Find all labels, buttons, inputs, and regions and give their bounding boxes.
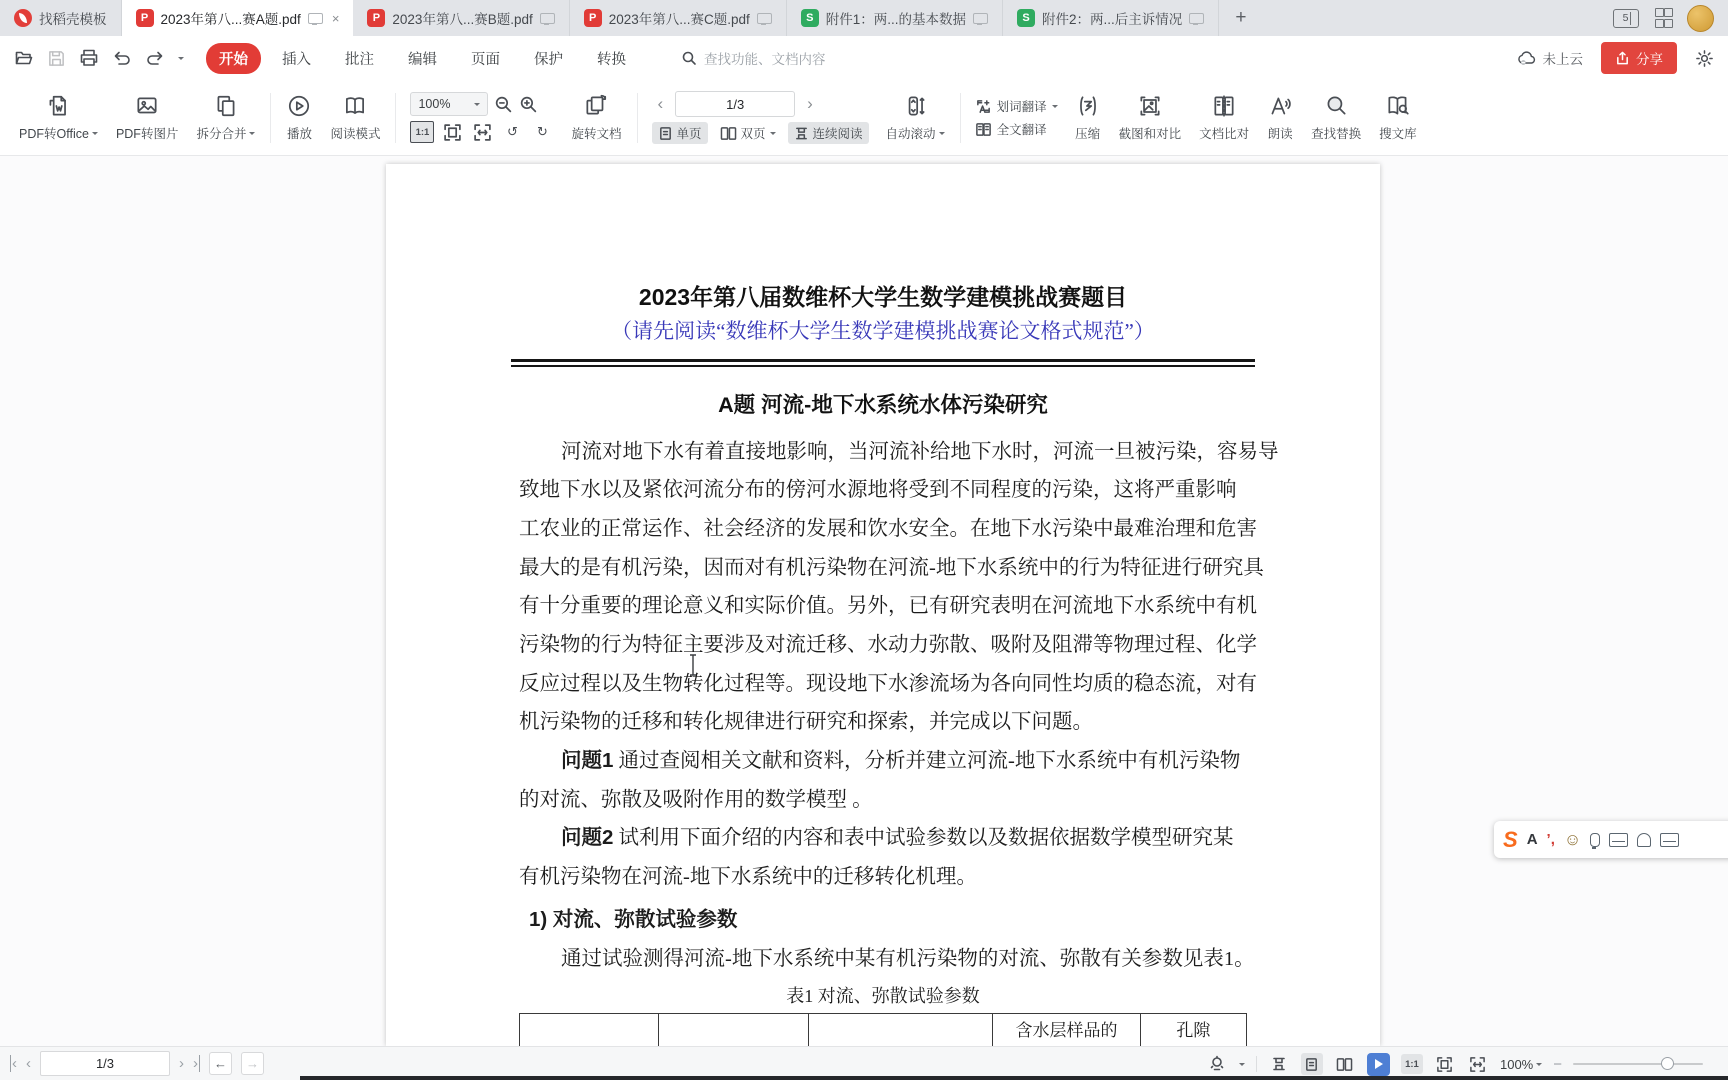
full-translate-button[interactable] (975, 120, 1058, 138)
caret-down-icon (1536, 1063, 1542, 1069)
tab-pdf-b[interactable] (353, 0, 569, 36)
cloud-icon (1517, 50, 1537, 66)
share-button[interactable] (1601, 42, 1677, 74)
translate-group (975, 97, 1058, 138)
search-placeholder: 查找功能、文档内容 (704, 52, 826, 67)
find-replace-icon (1323, 93, 1349, 119)
caret-down-icon (92, 132, 98, 138)
eye-protection-icon[interactable] (1206, 1053, 1228, 1075)
next-page-icon[interactable]: › (807, 94, 813, 113)
rotate-document-icon (583, 93, 609, 119)
caret-down-icon (770, 132, 776, 138)
doc-compare-button[interactable] (1190, 93, 1258, 142)
search-library-button[interactable] (1370, 93, 1426, 142)
skin-icon[interactable] (1637, 833, 1651, 847)
rotate-right-icon[interactable]: ↻ (537, 124, 548, 139)
body-line: 致地下水以及紧依河流分布的傍河水源地将受到不同程度的污染，这将严重影响 (519, 479, 1237, 502)
actual-size-button[interactable]: 1:1 (1401, 1054, 1423, 1074)
single-page-icon (658, 126, 673, 141)
split-merge-icon (213, 93, 239, 119)
pdf-to-image-icon (134, 93, 160, 119)
zoom-value: 100% (418, 97, 451, 111)
menu-right-group (1517, 42, 1715, 74)
body-line: 机污染物的迁移和转化规律进行研究和探索，并完成以下问题。 (519, 711, 1093, 734)
pdf-to-office-icon (45, 93, 71, 119)
pdf-icon: P (367, 9, 385, 27)
pdf-to-image-label: PDF转图片 (115, 127, 179, 141)
tab-bar (0, 0, 1728, 36)
view-forward-button[interactable]: → (241, 1052, 264, 1075)
first-page-icon[interactable]: ‹ (12, 1055, 17, 1072)
monitor-icon (1189, 13, 1204, 24)
double-page-label: 双页 (740, 127, 766, 141)
input-method-toolbar (1494, 821, 1728, 858)
compress-icon (1075, 93, 1101, 119)
tab-sheet-1[interactable] (787, 0, 1003, 36)
body-line: 有十分重要的理论意义和实际价值。另外，已有研究表明在河流地下水系统中有机 (519, 595, 1257, 618)
find-replace-label: 查找替换 (1311, 127, 1362, 141)
menu-tabs (206, 43, 639, 74)
rotate-left-icon[interactable]: ↺ (507, 124, 518, 139)
auto-scroll-button[interactable] (877, 93, 954, 142)
compress-label: 压缩 (1075, 127, 1101, 141)
full-translate-label: 全文翻译 (996, 123, 1047, 137)
spreadsheet-icon: S (801, 9, 819, 27)
pdf-to-office-button[interactable] (10, 93, 107, 142)
punctuation-icon[interactable]: ’, (1546, 831, 1555, 848)
continuous-read-mode[interactable] (788, 122, 869, 144)
double-page-mode[interactable] (714, 122, 782, 144)
app-grid-icon[interactable] (1655, 8, 1672, 29)
document-canvas (0, 156, 1728, 1046)
spreadsheet-icon: S (1017, 9, 1035, 27)
fit-page-icon[interactable] (440, 121, 464, 143)
doc-compare-icon (1211, 93, 1237, 119)
body-line: 河流对地下水有着直接地影响，当河流补给地下水时，河流一旦被污染，容易导 (561, 440, 1279, 463)
page-nav-group (652, 91, 869, 144)
caret-down-icon (1052, 105, 1058, 111)
cloud-status-label: 未上云 (1542, 52, 1583, 67)
tab-sheet-2[interactable] (1003, 0, 1219, 36)
question-1-label: 问题1 (561, 749, 614, 772)
close-icon[interactable]: × (331, 10, 340, 26)
body-line: 通过试验测得河流-地下水系统中某有机污染物的对流、弥散有关参数见表1。 (561, 947, 1255, 970)
status-page-indicator[interactable]: 1/3 (40, 1051, 170, 1076)
table-caption: 表1 对流、弥散试验参数 (786, 986, 980, 1007)
single-page-label: 单页 (676, 127, 702, 141)
play-label: 播放 (286, 127, 312, 141)
play-button[interactable] (277, 93, 321, 142)
settings-gear-icon[interactable] (1695, 49, 1714, 68)
find-replace-button[interactable] (1302, 93, 1370, 142)
question-2-text: 试利用下面介绍的内容和表中试验参数以及数据依据数学模型研究某 (613, 827, 1234, 850)
fit-width-icon[interactable] (470, 121, 494, 143)
tab-label: 附件2：两...后主诉情况 (1042, 12, 1183, 27)
user-avatar[interactable] (1687, 5, 1714, 32)
print-icon[interactable] (79, 48, 99, 68)
question-1-line (519, 742, 1247, 781)
table-cell: 孔隙 (1140, 1014, 1246, 1046)
double-page-icon[interactable] (1334, 1053, 1356, 1075)
table-cell: 含水层样品的 (993, 1014, 1141, 1046)
table-row (520, 1014, 1247, 1046)
screenshot-compare-label: 截图和对比 (1118, 127, 1182, 141)
keyboard-icon[interactable] (1609, 833, 1628, 847)
monitor-icon (757, 13, 772, 24)
cloud-status[interactable] (1517, 48, 1584, 68)
tab-label: 附件1：两...的基本数据 (825, 12, 967, 27)
page-indicator[interactable]: 1/3 (675, 91, 795, 117)
word-translate-icon (975, 98, 992, 115)
ribbon (0, 80, 1728, 156)
question-2-label: 问题2 (561, 826, 614, 850)
question-1-text: 通过查阅相关文献和资料，分析并建立河流-地下水系统中有机污染物 (613, 750, 1241, 772)
open-book-icon (342, 93, 368, 119)
body-line: 工农业的正常运作、社会经济的发展和饮水安全。在地下水污染中最难治理和危害 (519, 517, 1257, 540)
language-mode-icon[interactable]: A (1526, 831, 1538, 848)
auto-scroll-label: 自动滚动 (885, 127, 936, 141)
text-cursor (688, 654, 698, 676)
split-merge-button[interactable] (187, 93, 264, 142)
caret-down-icon (249, 132, 255, 138)
read-aloud-icon (1267, 93, 1293, 119)
document-title: 2023年第八届数维杯大学生数学建模挑战赛题目 (638, 284, 1128, 310)
single-page-mode[interactable] (652, 122, 708, 144)
word-translate-button[interactable] (975, 97, 1058, 115)
title-rule (511, 359, 1255, 367)
caret-down-icon[interactable] (1239, 1063, 1245, 1069)
share-label: 分享 (1636, 52, 1663, 67)
fit-page-icon[interactable] (1434, 1053, 1456, 1075)
play-icon (286, 93, 312, 119)
menu-bar (0, 36, 1728, 80)
table-cell (520, 1014, 659, 1046)
zoom-slider-knob[interactable] (1661, 1057, 1674, 1070)
question-1-line: 的对流、弥散及吸附作用的数学模型 。 (519, 788, 873, 811)
toolbox-icon[interactable] (1660, 833, 1679, 847)
split-merge-label: 拆分合并 (196, 127, 247, 141)
prev-page-icon[interactable]: ‹ (657, 94, 664, 113)
fit-width-icon[interactable] (1467, 1053, 1489, 1075)
menu-tab-comment[interactable]: 批注 (345, 51, 374, 68)
read-aloud-label: 朗读 (1267, 127, 1293, 141)
menu-tab-edit[interactable]: 编辑 (408, 51, 437, 68)
microphone-icon[interactable] (1590, 833, 1600, 847)
taskbar-edge (300, 1076, 1728, 1080)
body-line: 反应过程以及生物转化过程等。现设地下水渗流场为各向同性均质的稳态流，对有 (519, 672, 1257, 695)
document-subtitle: （请先阅读“数维杯大学生数学建模挑战赛论文格式规范”） (611, 319, 1155, 343)
tab-label: 找稻壳模板 (39, 12, 107, 27)
last-page-icon[interactable]: › (193, 1055, 198, 1072)
search-box[interactable] (681, 48, 826, 68)
section-heading: 1) 对流、弥散试验参数 (529, 907, 738, 931)
search-library-icon (1385, 93, 1411, 119)
view-back-button[interactable]: ← (209, 1052, 232, 1075)
monitor-icon (973, 13, 988, 24)
sogou-logo-icon[interactable]: S (1503, 826, 1518, 852)
docer-icon (14, 9, 32, 27)
full-translate-icon (975, 121, 992, 138)
double-page-icon (720, 126, 737, 141)
zoom-out-icon[interactable] (494, 95, 513, 114)
open-file-icon[interactable] (14, 48, 34, 68)
doc-compare-label: 文档比对 (1199, 127, 1250, 141)
continuous-read-icon[interactable] (1268, 1053, 1290, 1075)
zoom-value-label: 100% (1499, 1056, 1534, 1072)
new-tab-button[interactable]: + (1235, 7, 1247, 28)
prev-page-icon[interactable]: ‹ (26, 1055, 31, 1072)
problem-heading: A题 河流-地下水系统水体污染研究 (718, 392, 1048, 417)
continuous-read-label: 连续阅读 (812, 127, 863, 141)
more-commands-caret-icon[interactable] (178, 57, 184, 63)
body-line: 最大的是有机污染，因而对有机污染物在河流-地下水系统中的行为特征进行研究具 (519, 556, 1264, 579)
question-2-line (519, 819, 1247, 858)
tab-label: 2023年第八...赛A题.pdf (160, 12, 301, 27)
screenshot-compare-button[interactable] (1110, 93, 1191, 142)
pdf-icon: P (584, 9, 602, 27)
zoom-group (410, 92, 554, 143)
pdf-to-office-label: PDF转Office (19, 127, 89, 141)
body-line: 污染物的行为特征主要涉及对流迁移、水动力弥散、吸附及阻滞等物理过程、化学 (519, 633, 1257, 656)
tab-label: 2023年第八...赛C题.pdf (608, 12, 750, 27)
compress-button[interactable] (1066, 93, 1110, 142)
tab-label: 2023年第八...赛B题.pdf (392, 12, 533, 27)
pdf-icon: P (136, 9, 154, 27)
undo-icon[interactable] (112, 48, 132, 68)
menu-tab-page[interactable]: 页面 (471, 51, 500, 68)
zoom-out-button[interactable]: − (1553, 1055, 1562, 1073)
status-zoom-value[interactable] (1500, 1057, 1542, 1072)
read-mode-button[interactable] (321, 93, 389, 142)
rotate-document-button[interactable] (562, 93, 630, 142)
status-bar (0, 1046, 1728, 1080)
tab-docer-templates[interactable] (0, 0, 122, 36)
emoji-icon[interactable]: ☺ (1563, 830, 1582, 849)
tab-pdf-a[interactable] (122, 0, 354, 36)
menu-tab-convert[interactable]: 转换 (597, 51, 626, 68)
window-controls (1613, 0, 1728, 36)
monitor-icon (308, 13, 323, 24)
pdf-to-image-button[interactable] (107, 93, 188, 142)
question-2-line: 有机污染物在河流-地下水系统中的迁移转化机理。 (519, 866, 977, 889)
monitor-icon (540, 13, 555, 24)
next-page-icon[interactable]: › (179, 1055, 184, 1072)
quick-access-toolbar (14, 48, 184, 68)
tab-pdf-c[interactable] (570, 0, 787, 36)
zoom-slider[interactable] (1573, 1063, 1703, 1065)
redo-icon[interactable] (145, 48, 165, 68)
menu-tab-protect[interactable]: 保护 (534, 51, 563, 68)
continuous-read-icon (794, 126, 809, 141)
auto-scroll-icon (902, 93, 928, 119)
one-to-one-icon: 1:1 (410, 121, 434, 143)
share-icon (1615, 51, 1630, 66)
search-library-label: 搜文库 (1379, 127, 1417, 141)
status-page-nav (10, 1051, 264, 1076)
multi-window-icon[interactable]: 5 (1613, 9, 1639, 28)
save-icon[interactable] (47, 49, 66, 68)
screenshot-compare-icon (1137, 93, 1163, 119)
parameters-table (519, 1013, 1247, 1046)
zoom-in-icon[interactable] (519, 95, 538, 114)
menu-tab-insert[interactable]: 插入 (282, 51, 311, 68)
read-aloud-button[interactable] (1258, 93, 1302, 142)
document-body (519, 433, 1279, 1047)
zoom-select[interactable] (410, 92, 488, 116)
table-cell (658, 1014, 808, 1046)
read-mode-label: 阅读模式 (330, 127, 381, 141)
single-page-icon[interactable] (1301, 1053, 1323, 1075)
play-slideshow-button[interactable] (1367, 1053, 1390, 1076)
caret-down-icon (474, 103, 480, 109)
search-icon (681, 50, 697, 66)
table-cell (808, 1014, 992, 1046)
caret-down-icon (939, 132, 945, 138)
rotate-document-label: 旋转文档 (571, 127, 622, 141)
actual-size-button[interactable] (410, 121, 434, 143)
pdf-page[interactable] (386, 164, 1380, 1046)
menu-tab-home[interactable]: 开始 (206, 43, 261, 74)
word-translate-label: 划词翻译 (996, 100, 1047, 114)
